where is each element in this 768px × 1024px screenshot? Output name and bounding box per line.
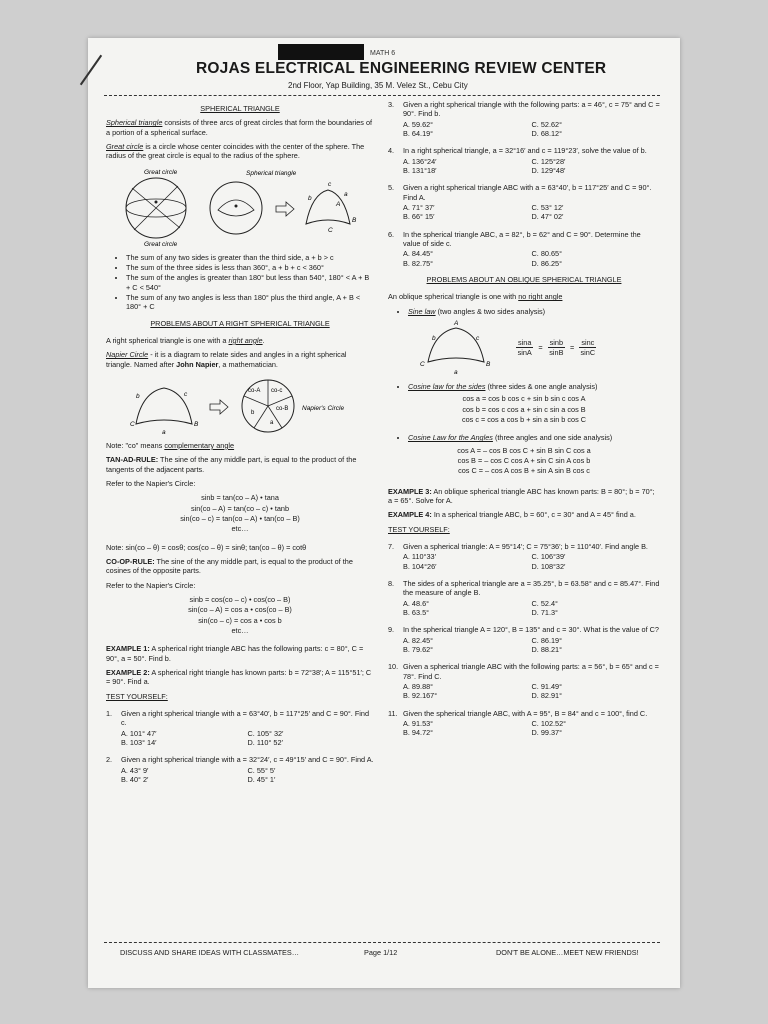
property-item: • The sum of the three sides is less than 360°, a + b + c < 360° [126,263,374,272]
option: D. 110° 52′ [247,738,283,748]
formula: sin(co – c) = cos a • cos b [198,615,282,625]
option: A. 48.6° [403,598,430,608]
svg-text:b: b [136,392,140,400]
document-title: ROJAS ELECTRICAL ENGINEERING REVIEW CENTER [196,60,607,77]
svg-text:co-B: co-B [276,405,289,412]
oblique-triangle-figure [418,318,494,378]
refer-napier: Refer to the Napier's Circle: [106,580,196,590]
option: D. 47° 02′ [531,212,564,222]
question-8: 8. The sides of a spherical triangle are a = 35.25°, b = 63.58° and c = 85.47°. Find the measure of angle B. A. 48.6° C. 52.4° B. 63.5° D. 71.3° [388,579,660,617]
question-6: 6. In the spherical triangle ABC, a = 82°, b = 62° and C = 90°. Determine the value of side c. A. 84.45° C. 80.65° B. 82.75° D. 86.25° [388,230,660,268]
question-2: 2. Given a right spherical triangle with a = 32°24′, c = 49°15′ and C = 90°. Find A. A. 43° 9′ C. 55° 5′ B. 40° 2′ D. 45° 1′ [106,755,374,785]
right-column [388,98,660,738]
option: A. 136°24′ [403,156,437,166]
formula: cos a = cos b cos c + sin b sin c cos A [462,394,586,404]
formula: cos b = cos c cos a + sin c sin a cos B [462,404,586,414]
option: B. 92.167° [403,691,438,701]
option: D. 82.91° [531,691,563,701]
property-item: • The sum of any two angles is less than 180° plus the third angle, A + B < 180° + C [126,293,374,312]
coop-formulas [106,595,374,636]
co-op-rule: CO-OP-RULE: The sine of the any middle part, is equal to the product of the cosines of the opposite parts. [106,557,353,576]
example-3: EXAMPLE 3: An oblique spherical triangle ABC has known parts: B = 80°; b = 70°; a = 65°. Solve for A. [388,486,655,506]
svg-text:c: c [476,334,480,342]
oblique-triangle-heading: PROBLEMS ABOUT AN OBLIQUE SPHERICAL TRIANGLE [426,274,622,284]
option: D. 86.25° [531,258,563,268]
option: D. 45° 1′ [247,775,276,785]
property-item: • The sum of any two sides is greater than the third side, a + b > c [126,253,374,262]
svg-text:Great circle: Great circle [144,240,178,248]
note-complementary: Note: "co" means complementary angle [106,440,235,450]
svg-text:b: b [432,334,436,342]
svg-text:C: C [130,420,135,428]
sine-law-formula: $\frac{\sin a}{\sin A}$ = $\frac{\sin b}{\sin B}$ = $\frac{\sin c}{\sin C}$ [517,338,596,358]
option: C. 91.49° [531,681,563,691]
redaction-bar [278,44,364,60]
option: C. 106°39′ [531,552,566,562]
question-1: 1. Given a right spherical triangle with a = 63°40′, b = 117°25′ and C = 90°. Find c. A. 101° 47′ C. 105° 32′ B. 103° 14′ D. 110° 52′ [106,709,374,747]
option: B. 104°26′ [403,561,437,571]
section-title: SPHERICAL TRIANGLE [200,104,280,113]
formula: cos A = – cos B cos C + sin B sin C cos a [457,445,591,455]
definition-great-circle: Great circle is a circle whose center coincides with the center of the sphere. The radius of the great circle is equal to the radius of the sphere. [106,141,365,161]
properties-list [106,253,374,312]
page-number: Page 1/12 [364,948,398,957]
address-line: 2nd Floor, Yap Building, 35 M. Velez St., Cebu City [288,81,468,90]
option: B. 66° 15′ [403,212,435,222]
napier-figure [106,374,374,436]
footer-divider [104,942,660,943]
formula: sinb = cos(co – c) • cos(co – B) [189,594,291,604]
svg-text:Great circle: Great circle [144,168,178,176]
option: D. 108°32′ [531,561,566,571]
option: A. 91.53° [403,718,434,728]
footer-left: DISCUSS AND SHARE IDEAS WITH CLASSMATES… [120,948,300,957]
svg-text:c: c [328,180,332,188]
formula: sin(co – A) = cos a • cos(co – B) [188,605,292,615]
question-9: 9. In the spherical triangle A = 120°, B = 135° and c = 30°. What is the value of C? A. 82.45° C. 86.19° B. 79.62° D. 88.21° [388,625,659,654]
option: C. 102.52° [531,718,567,728]
definition-spherical-triangle: Spherical triangle consists of three arcs of great circles that form the boundaries of a portion of a spherical surface. [106,118,373,137]
tan-formulas [106,493,374,534]
option: B. 40° 2′ [121,775,149,785]
option: C. 86.19° [531,635,563,645]
svg-text:a: a [344,190,348,198]
svg-text:b: b [308,194,312,202]
option: B. 103° 14′ [121,738,157,748]
option: B. 64.19° [403,128,434,138]
option: C. 52.4° [531,598,558,608]
option: D. 88.21° [531,644,563,654]
formula: sin(co – c) = tan(co – A) • tan(co – B) [180,513,300,523]
tan-ad-rule: TAN-AD-RULE: The sine of the any middle part, is equal to the product of the tangents of the adjacent parts. [106,455,357,474]
formula: cos B = – cos C cos A + sin C sin A cos b [457,456,591,465]
option: A. 82.45° [403,635,434,645]
cosine-angles-formulas [388,446,660,477]
option: A. 71° 37′ [403,202,435,212]
sphere-figure [106,166,374,248]
property-item: • The sum of the angles is greater than 180° but less than 540°, 180° < A + B + C < 540° [126,273,374,292]
right-triangle-heading: PROBLEMS ABOUT A RIGHT SPHERICAL TRIANGLE [150,318,330,328]
option: D. 99.37° [531,728,563,738]
svg-text:A: A [336,200,341,208]
option: D. 71.3° [531,608,558,617]
option: C. 105° 32′ [247,728,284,738]
note-cofunction: Note: sin(co – θ) = cosθ; cos(co – θ) = sinθ; tan(co – θ) = cotθ [106,542,307,552]
svg-text:c: c [184,390,188,398]
test-yourself-heading: TEST YOURSELF: [388,524,450,534]
formula: etc… [231,626,249,636]
formula: sinb = tan(co – A) • tana [201,493,279,503]
svg-text:co-c: co-c [271,387,283,394]
option: B. 131°18′ [403,165,437,175]
right-triangle-definition: A right spherical triangle is one with a right angle. [106,335,265,345]
question-10: 10. Given a spherical triangle ABC with the following parts: a = 56°, b = 65° and c = 78°. Find C. A. 89.88° C. 91.49° B. 92.167° D. 82.91° [388,662,659,701]
option: B. 82.75° [403,258,434,268]
svg-text:A: A [454,319,459,327]
option: D. 129°48′ [531,165,566,175]
formula: etc… [231,524,249,534]
option: A. 59.62° [403,119,434,129]
svg-text:Napier's Circle: Napier's Circle [302,404,345,412]
svg-text:a: a [454,368,458,376]
footer-right: DON'T BE ALONE…MEET NEW FRIENDS! [496,948,639,957]
svg-text:B: B [486,360,491,368]
test-yourself-heading: TEST YOURSELF: [106,691,168,701]
header-divider [104,95,660,96]
svg-text:Spherical triangle: Spherical triangle [246,169,297,177]
option: A. 101° 47′ [121,728,157,738]
svg-text:B: B [352,216,357,224]
oblique-definition: An oblique spherical triangle is one with no right angle [388,292,563,302]
svg-text:C: C [420,360,425,368]
option: A. 110°33′ [403,552,436,562]
svg-text:a: a [162,428,166,436]
formula: sin(co – A) = tan(co – c) • tanb [190,503,290,513]
option: A. 43° 9′ [121,765,149,775]
option: C. 125°28′ [531,156,566,166]
svg-text:co-A: co-A [248,387,261,394]
cosine-sides-formulas [388,394,660,425]
question-4: 4. In a right spherical triangle, a = 32°16′ and c = 119°23′, solve the value of b. A. 136°24′ C. 125°28′ B. 131°18′ D. 129°48′ [388,146,660,175]
option: C. 53° 12′ [531,202,564,212]
napier-definition: Napier Circle - it is a diagram to relate sides and angles in a right spherical triangle. Named after John Napier, a mathematician. [106,350,347,369]
question-3: 3. Given a right spherical triangle with the following parts: a = 46°, c = 75° and C = 90°. Find b. A. 59.62° C. 52.62° B. 64.19° D. 68.12° [388,100,660,138]
svg-text:a: a [270,419,274,426]
svg-text:C: C [328,226,333,234]
left-column [106,104,374,784]
question-11: 11. Given the spherical triangle ABC, with A = 95°, B = 84° and c = 100°, find C. A. 91.53° C. 102.52° B. 94.72° D. 99.37° [388,709,660,738]
sine-law-block [388,318,660,378]
option: B. 94.72° [403,728,434,738]
option: B. 63.5° [403,608,430,617]
option: D. 68.12° [531,128,563,138]
svg-text:B: B [194,420,199,428]
cosine-angles-item: • Cosine Law for the Angles (three angles and one side analysis) [388,433,660,442]
formula: cos C = – cos A cos B + sin A sin B cos c [458,466,590,476]
option: C. 80.65° [531,249,563,259]
option: B. 79.62° [403,644,434,654]
option: C. 55° 5′ [247,765,276,775]
example-1: EXAMPLE 1: A spherical right triangle ABC has the following parts: c = 80°, C = 90°, a = 50°. Find b. [106,644,364,663]
cosine-sides-item: • Cosine law for the sides (three sides & one angle analysis) [388,382,660,391]
option: A. 89.88° [403,681,434,691]
refer-napier: Refer to the Napier's Circle: [106,478,196,488]
svg-text:b: b [251,409,255,416]
question-5: 5. Given a right spherical triangle ABC with a = 63°40′, b = 117°25′ and C = 90°. Find A. A. 71° 37′ C. 53° 12′ B. 66° 15′ D. 47° 02′ [388,183,660,221]
option: C. 52.62° [531,119,563,129]
sine-law-item: • Sine law (two angles & two sides analysis) [388,307,660,316]
option: A. 84.45° [403,249,434,259]
example-4: EXAMPLE 4: In a spherical triangle ABC, b = 60°, c = 30° and A = 45° find a. [388,510,636,520]
example-2: EXAMPLE 2: A spherical right triangle has known parts: b = 72°38′; A = 115°51′; C = 90°. Find a. [106,668,372,687]
question-7: 7. Given a spherical triangle: A = 95°14′; C = 75°36′; b = 110°40′. Find angle B. A. 110°33′ C. 106°39′ B. 104°26′ D. 108°32′ [388,542,660,571]
handwritten-note: MATH 6 [370,50,396,57]
formula: cos c = cos a cos b + sin a sin b cos C [461,414,587,424]
